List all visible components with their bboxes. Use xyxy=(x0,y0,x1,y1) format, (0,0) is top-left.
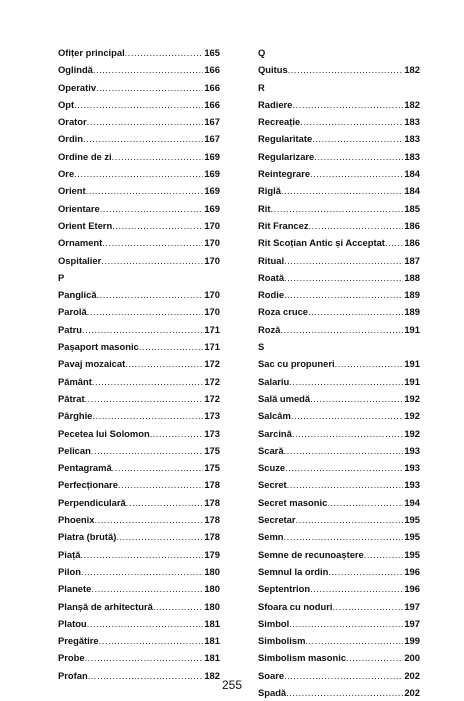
index-entry xyxy=(258,598,420,615)
index-entry xyxy=(58,580,220,597)
index-page-ref: 166 xyxy=(204,64,220,76)
index-page-ref: 197 xyxy=(404,600,420,612)
index-page-ref: 171 xyxy=(204,341,220,353)
section-letter: P xyxy=(58,271,65,283)
dot-leader xyxy=(74,165,203,182)
index-entry xyxy=(58,355,220,372)
index-page-ref: 202 xyxy=(404,686,420,698)
index-term: Pârghie xyxy=(58,410,93,422)
index-page-ref: 186 xyxy=(404,219,420,231)
index-entry xyxy=(58,321,220,338)
index-entry xyxy=(258,442,420,459)
dot-leader xyxy=(97,286,204,303)
index-page-ref: 181 xyxy=(204,617,220,629)
dot-leader xyxy=(314,148,403,165)
index-entry xyxy=(258,148,420,165)
index-page-ref: 191 xyxy=(404,375,420,387)
index-term: Orator xyxy=(58,116,87,128)
index-entry xyxy=(58,373,220,390)
index-page-ref: 167 xyxy=(204,116,220,128)
section-letter: S xyxy=(258,341,265,353)
index-entry xyxy=(258,373,420,390)
dot-leader xyxy=(81,563,203,580)
index-entry xyxy=(58,494,220,511)
index-page-ref: 197 xyxy=(404,617,420,629)
index-page-ref: 179 xyxy=(204,548,220,560)
dot-leader xyxy=(284,286,403,303)
index-term: Rit Francez xyxy=(258,219,309,231)
index-page-ref: 169 xyxy=(204,168,220,180)
index-page-ref: 193 xyxy=(404,479,420,491)
index-term: Platou xyxy=(58,617,87,629)
index-term: Simbolism xyxy=(258,635,306,647)
index-entry xyxy=(58,61,220,78)
dot-leader xyxy=(93,61,203,78)
index-entry xyxy=(58,79,220,96)
index-term: Pașaport masonic xyxy=(58,341,139,353)
index-page-ref: 172 xyxy=(204,375,220,387)
dot-leader xyxy=(285,459,403,476)
dot-leader xyxy=(292,425,403,442)
dot-leader xyxy=(92,407,203,424)
dot-leader xyxy=(153,598,204,615)
dot-leader xyxy=(112,148,204,165)
index-page-ref: 170 xyxy=(204,289,220,301)
dot-leader xyxy=(335,355,404,372)
index-term: Perpendiculară xyxy=(58,496,126,508)
dot-leader xyxy=(91,442,204,459)
index-page-ref: 180 xyxy=(204,583,220,595)
index-term: Pentagramă xyxy=(58,462,112,474)
index-term: Pecetea lui Solomon xyxy=(58,427,150,439)
index-entry xyxy=(58,528,220,545)
index-entry xyxy=(258,580,420,597)
index-term: Regularitate xyxy=(258,133,313,145)
index-term: Roză xyxy=(258,323,281,335)
dot-leader xyxy=(300,113,403,130)
page-number: 255 xyxy=(221,678,243,692)
dot-leader xyxy=(287,476,404,493)
index-term: Pelican xyxy=(58,444,91,456)
index-term: Recreație xyxy=(258,116,301,128)
index-term: Scară xyxy=(258,444,284,456)
dot-leader xyxy=(364,546,404,563)
dot-leader xyxy=(80,546,203,563)
index-column-left xyxy=(58,44,220,684)
index-entry xyxy=(58,148,220,165)
index-term: Scuze xyxy=(258,462,286,474)
index-page-ref: 195 xyxy=(404,514,420,526)
index-page-ref: 191 xyxy=(404,358,420,370)
index-page-ref: 181 xyxy=(204,635,220,647)
index-page-ref: 182 xyxy=(204,669,220,681)
index-term: Ritual xyxy=(258,254,285,266)
index-term: Ofițer principal xyxy=(58,47,125,58)
index-term: Soare xyxy=(258,669,285,681)
index-term: Simbolism masonic xyxy=(258,652,347,664)
dot-leader xyxy=(296,511,404,528)
index-term: Pavaj mozaicat xyxy=(58,358,126,370)
index-page-ref: 172 xyxy=(204,392,220,404)
index-entry xyxy=(58,338,220,355)
index-entry xyxy=(58,563,220,580)
dot-leader xyxy=(309,217,404,234)
index-page-ref: 165 xyxy=(204,47,220,58)
index-term: Simbol xyxy=(258,617,290,629)
index-page-ref: 183 xyxy=(404,116,420,128)
index-term: Roza cruce xyxy=(258,306,309,318)
dot-leader xyxy=(74,96,203,113)
index-page-ref: 194 xyxy=(404,496,420,508)
index-entry xyxy=(258,96,420,113)
index-term: Operativ xyxy=(58,81,97,93)
index-page-ref: 195 xyxy=(404,548,420,560)
index-entry xyxy=(258,286,420,303)
index-term: Ordine de zi xyxy=(58,150,112,162)
index-entry xyxy=(258,407,420,424)
dot-leader xyxy=(118,476,203,493)
index-page-ref: 193 xyxy=(404,444,420,456)
index-entry xyxy=(258,476,420,493)
dot-leader xyxy=(291,407,404,424)
dot-leader xyxy=(112,459,204,476)
index-page-ref: 191 xyxy=(404,323,420,335)
index-page-ref: 199 xyxy=(404,635,420,647)
index-entry xyxy=(258,546,420,563)
index-entry xyxy=(58,113,220,130)
index-entry xyxy=(258,252,420,269)
index-term: Patru xyxy=(58,323,82,335)
index-entry xyxy=(58,200,220,217)
index-entry xyxy=(58,252,220,269)
index-page-ref: 195 xyxy=(404,531,420,543)
dot-leader xyxy=(112,217,203,234)
index-page-ref: 178 xyxy=(204,514,220,526)
section-letter: R xyxy=(258,81,265,93)
index-term: Oglindă xyxy=(58,64,93,76)
index-page-ref: 170 xyxy=(204,306,220,318)
dot-leader xyxy=(99,632,204,649)
index-page-ref: 173 xyxy=(204,427,220,439)
index-term: Pătrat xyxy=(58,392,85,404)
index-term: Rodie xyxy=(258,289,285,301)
index-page-ref: 170 xyxy=(204,254,220,266)
index-page-ref: 175 xyxy=(204,444,220,456)
index-entry xyxy=(258,649,420,666)
index-entry xyxy=(58,217,220,234)
index-term: Sfoara cu noduri xyxy=(258,600,333,612)
index-page-ref: 196 xyxy=(404,565,420,577)
index-entry xyxy=(58,598,220,615)
index-term: Riglă xyxy=(258,185,281,197)
dot-leader xyxy=(102,234,203,251)
index-term: Orient Etern xyxy=(58,219,113,231)
index-entry xyxy=(58,303,220,320)
index-entry xyxy=(258,425,420,442)
dot-leader xyxy=(284,528,404,545)
dot-leader xyxy=(125,44,204,61)
index-term: Reintegrare xyxy=(258,168,311,180)
index-page-ref: 184 xyxy=(404,168,420,180)
dot-leader xyxy=(281,182,403,199)
index-column-right xyxy=(258,44,420,701)
index-page-ref: 186 xyxy=(404,237,420,249)
index-entry xyxy=(258,494,420,511)
index-page-ref: 192 xyxy=(404,410,420,422)
index-term: Sarcină xyxy=(258,427,292,439)
index-term: Ospitalier xyxy=(58,254,102,266)
index-page-ref: 167 xyxy=(204,133,220,145)
index-term: Salcâm xyxy=(258,410,291,422)
index-entry xyxy=(258,165,420,182)
index-page-ref: 169 xyxy=(204,150,220,162)
dot-leader xyxy=(271,200,404,217)
dot-leader xyxy=(116,528,203,545)
index-entry xyxy=(58,390,220,407)
index-term: Pregătire xyxy=(58,635,99,647)
dot-leader xyxy=(101,252,203,269)
index-page-ref: 169 xyxy=(204,202,220,214)
dot-leader xyxy=(87,303,204,320)
index-page-ref: 185 xyxy=(404,202,420,214)
index-page-ref: 182 xyxy=(404,64,420,76)
index-page-ref: 173 xyxy=(204,410,220,422)
index-page-ref: 183 xyxy=(404,133,420,145)
index-term: Piatra (brută) xyxy=(58,531,117,543)
index-page-ref: 193 xyxy=(404,462,420,474)
index-entry xyxy=(258,113,420,130)
index-entry xyxy=(258,632,420,649)
dot-leader xyxy=(346,649,403,666)
index-entry xyxy=(58,459,220,476)
index-term: Opt xyxy=(58,98,75,110)
index-entry xyxy=(258,615,420,632)
index-term: Probe xyxy=(58,652,85,664)
index-term: Salariu xyxy=(258,375,290,387)
index-term: Orient xyxy=(58,185,86,197)
index-entry xyxy=(258,234,420,251)
index-term: Parolă xyxy=(58,306,87,318)
dot-leader xyxy=(82,321,203,338)
index-term: Roată xyxy=(258,271,285,283)
index-entry xyxy=(258,61,420,78)
index-entry xyxy=(58,130,220,147)
index-page-ref: 182 xyxy=(404,98,420,110)
dot-leader xyxy=(288,61,404,78)
dot-leader xyxy=(385,234,403,251)
index-entry xyxy=(58,546,220,563)
index-entry xyxy=(58,476,220,493)
index-page-ref: 166 xyxy=(204,98,220,110)
index-entry xyxy=(58,96,220,113)
index-page-ref: 170 xyxy=(204,219,220,231)
index-entry xyxy=(258,355,420,372)
index-term: Ordin xyxy=(58,133,83,145)
index-term: Pilon xyxy=(58,565,81,577)
index-entry xyxy=(58,615,220,632)
index-page-ref: 170 xyxy=(204,237,220,249)
index-entry xyxy=(258,269,420,286)
index-entry xyxy=(58,165,220,182)
index-page-ref: 183 xyxy=(404,150,420,162)
index-term: Ornament xyxy=(58,237,103,249)
index-term: Perfecționare xyxy=(58,479,118,491)
index-page-ref: 175 xyxy=(204,462,220,474)
index-entry xyxy=(258,303,420,320)
dot-leader xyxy=(284,269,403,286)
index-entry xyxy=(258,182,420,199)
index-entry xyxy=(258,130,420,147)
dot-leader xyxy=(292,96,403,113)
index-term: Rit Scoțian Antic și Acceptat xyxy=(258,237,385,249)
index-page-ref: 180 xyxy=(204,600,220,612)
index-entry xyxy=(258,217,420,234)
index-page-ref: 178 xyxy=(204,531,220,543)
index-term: Regularizare xyxy=(258,150,315,162)
index-entry xyxy=(58,286,220,303)
dot-leader xyxy=(86,182,204,199)
index-page-ref: 172 xyxy=(204,358,220,370)
index-term: Panglică xyxy=(58,289,97,301)
index-page-ref: 202 xyxy=(404,669,420,681)
index-page-ref: 196 xyxy=(404,583,420,595)
index-page-ref: 200 xyxy=(404,652,420,664)
index-term: Sac cu propuneri xyxy=(258,358,335,370)
index-term: Quitus xyxy=(258,64,288,76)
index-entry xyxy=(58,182,220,199)
dot-leader xyxy=(96,79,203,96)
index-term: Profan xyxy=(58,669,88,681)
index-entry xyxy=(258,563,420,580)
index-entry xyxy=(258,511,420,528)
index-term: Semnul la ordin xyxy=(258,565,329,577)
dot-leader xyxy=(305,632,403,649)
index-entry xyxy=(58,632,220,649)
dot-leader xyxy=(289,615,403,632)
dot-leader xyxy=(125,355,203,372)
dot-leader xyxy=(126,494,204,511)
index-term: Semne de recunoaștere xyxy=(258,548,364,560)
dot-leader xyxy=(100,200,204,217)
index-page-ref: 169 xyxy=(204,185,220,197)
dot-leader xyxy=(310,165,403,182)
index-term: Orientare xyxy=(58,202,100,214)
index-page-ref: 184 xyxy=(404,185,420,197)
index-term: Spadă xyxy=(258,686,287,698)
dot-leader xyxy=(310,390,403,407)
index-page-ref: 178 xyxy=(204,496,220,508)
dot-leader xyxy=(83,130,203,147)
index-entry xyxy=(258,528,420,545)
dot-leader xyxy=(85,649,204,666)
dot-leader xyxy=(94,511,203,528)
index-term: Ore xyxy=(58,168,75,180)
index-entry xyxy=(258,459,420,476)
dot-leader xyxy=(333,598,404,615)
index-entry xyxy=(58,511,220,528)
index-term: Secret xyxy=(258,479,287,491)
index-page-ref: 166 xyxy=(204,81,220,93)
dot-leader xyxy=(92,373,203,390)
index-entry xyxy=(58,649,220,666)
index-page-ref: 192 xyxy=(404,392,420,404)
index-entry xyxy=(58,234,220,251)
index-page-ref: 188 xyxy=(404,271,420,283)
index-term: Septentrion xyxy=(258,583,311,595)
index-term: Piață xyxy=(58,548,81,560)
dot-leader xyxy=(280,321,403,338)
index-entry xyxy=(258,390,420,407)
index-term: Pământ xyxy=(58,375,92,387)
dot-leader xyxy=(87,113,204,130)
dot-leader xyxy=(327,494,403,511)
dot-leader xyxy=(310,580,403,597)
index-page-ref: 189 xyxy=(404,289,420,301)
index-term: Planete xyxy=(58,583,92,595)
dot-leader xyxy=(85,390,204,407)
index-page-ref: 181 xyxy=(204,652,220,664)
dot-leader xyxy=(328,563,403,580)
dot-leader xyxy=(312,130,403,147)
index-page-ref: 178 xyxy=(204,479,220,491)
index-entry xyxy=(58,442,220,459)
index-entry xyxy=(58,407,220,424)
index-term: Rit xyxy=(258,202,271,214)
dot-leader xyxy=(284,252,403,269)
index-page-ref: 171 xyxy=(204,323,220,335)
index-page-ref: 187 xyxy=(404,254,420,266)
dot-leader xyxy=(284,442,404,459)
index-term: Planșă de arhitectură xyxy=(58,600,153,612)
dot-leader xyxy=(139,338,204,355)
index-page-ref: 192 xyxy=(404,427,420,439)
index-term: Sală umedă xyxy=(258,392,311,404)
dot-leader xyxy=(308,303,403,320)
index-entry xyxy=(58,44,220,61)
dot-leader xyxy=(87,615,204,632)
index-term: Secret masonic xyxy=(258,496,328,508)
index-page-ref: 180 xyxy=(204,565,220,577)
index-term: Radiere xyxy=(258,98,293,110)
index-entry xyxy=(58,425,220,442)
index-page-ref: 189 xyxy=(404,306,420,318)
index-term: Secretar xyxy=(258,514,296,526)
dot-leader xyxy=(91,580,203,597)
dot-leader xyxy=(289,373,403,390)
index-term: Semn xyxy=(258,531,284,543)
index-entry xyxy=(258,321,420,338)
index-term: Phoenix xyxy=(58,514,95,526)
dot-leader xyxy=(150,425,204,442)
index-entry xyxy=(258,200,420,217)
section-letter: Q xyxy=(258,47,266,58)
